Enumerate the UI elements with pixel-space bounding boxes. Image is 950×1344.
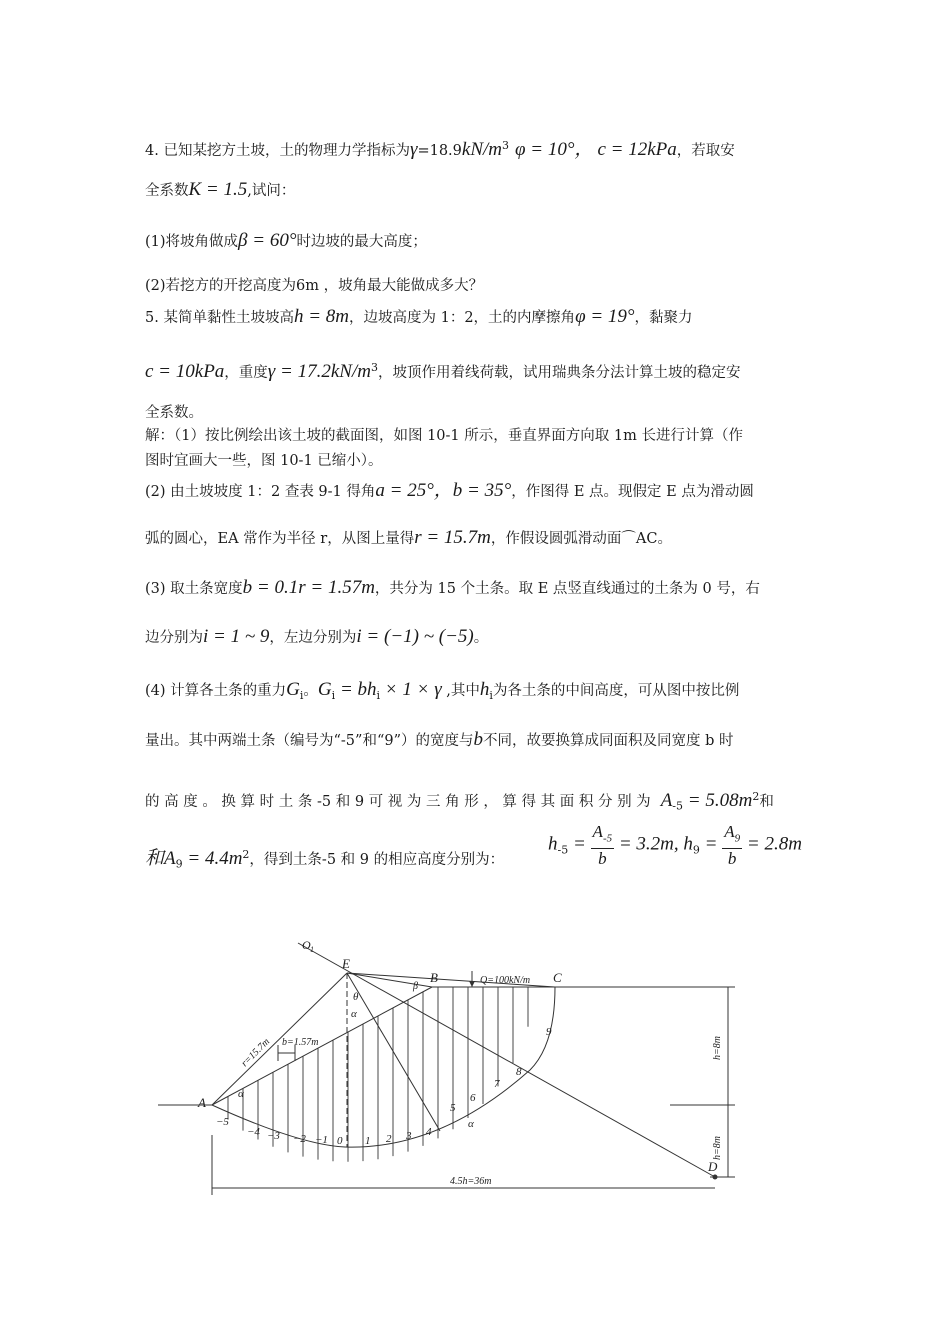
sol-4b xyxy=(145,730,734,751)
sol-2b xyxy=(145,528,672,549)
p5-line3 xyxy=(145,403,203,423)
eq-frac2-num-sub: 9 xyxy=(734,832,741,845)
sol-2a-angles: a = 25°，b = 35° xyxy=(375,480,512,501)
slope-line-AB xyxy=(212,987,432,1105)
eq-frac2-den: b xyxy=(727,849,737,869)
label-alpha: α xyxy=(238,1088,244,1100)
sol-4a-h: h xyxy=(479,679,490,700)
sol-4a-mid: 。 xyxy=(303,683,318,699)
point-D xyxy=(713,1175,718,1180)
sol-2a-pre: (2) 由土坡坡度 1：2 查表 9-1 得角 xyxy=(145,484,376,500)
eq-frac1-den: b xyxy=(598,849,607,869)
eq-frac1-num-sub: -5 xyxy=(602,832,613,845)
p5-text-6: 全系数。 xyxy=(145,405,203,421)
slice-label: −3 xyxy=(267,1130,280,1142)
sol-1a xyxy=(145,426,743,446)
p5-gamma: γ = 17.2kN/m xyxy=(267,360,371,382)
eq-eq2: = xyxy=(699,833,723,855)
slice-label: 6 xyxy=(470,1092,476,1104)
label-r: r=15.7m xyxy=(239,1036,273,1070)
sol-3a xyxy=(145,578,760,599)
sol-4b-b: b xyxy=(473,729,483,750)
sol-4c-post: 和 xyxy=(759,793,774,810)
sol-4d-A: A xyxy=(164,847,176,869)
sol-4a-G: G xyxy=(286,679,300,700)
sol-2b-r: r = 15.7m xyxy=(414,527,491,548)
line-EB xyxy=(347,973,432,987)
p4-text-4: ,试问： xyxy=(247,183,296,199)
label-A: A xyxy=(198,1095,206,1110)
sol-4d-A-sub: 9 xyxy=(175,857,183,871)
sol-2a-post: ，作图得 E 点。现假定 E 点为滑动圆 xyxy=(511,484,754,500)
p4-text-1: 4. 已知某挖方土坡，土的物理力学指标为 xyxy=(145,142,410,159)
sol-4c-pre: 的 高 度 。 换 算 时 土 条 -5 和 9 可 视 为 三 角 形 ， 算 得 其 面 积 分 别 为 xyxy=(145,793,651,810)
sol-3a-post: ，共分为 15 个土条。取 E 点竖直线通过的土条为 0 号，右 xyxy=(374,581,760,597)
load-arrowhead xyxy=(469,981,475,987)
eq-frac2-num: A xyxy=(724,822,735,841)
sol-4b-pre: 量出。其中两端土条（编号为“-5”和“9”）的宽度与 xyxy=(145,733,474,749)
p4-gamma-value: =18.9 xyxy=(417,142,462,159)
sol-4a-pre: (4) 计算各土条的重力 xyxy=(145,683,287,699)
eq-frac-1 xyxy=(591,822,615,869)
eq-frac-2 xyxy=(722,822,742,869)
p5-text-2: ，边坡高度为 1：2，土的内摩擦角 xyxy=(349,310,576,326)
sol-4d-A-val: = 4.4m xyxy=(182,847,243,869)
eq-val2: = 2.8m xyxy=(742,833,802,855)
sol-3a-b: b = 0.1r = 1.57m xyxy=(242,577,375,598)
p5-text-3: ，黏聚力 xyxy=(634,310,693,326)
p5-c: c = 10kPa xyxy=(145,360,225,382)
sol-3b-pre: 边分别为 xyxy=(145,630,203,646)
p4-q1-post: 时边坡的最大高度； xyxy=(296,234,427,250)
eq-frac1-num: A xyxy=(592,822,603,841)
sol-eq xyxy=(548,822,802,869)
slip-arc xyxy=(212,987,555,1147)
p4-K: K = 1.5 xyxy=(188,179,248,200)
label-theta: θ xyxy=(353,991,359,1003)
sol-4a-post-b: 为各土条的中间高度，可从图中按比例 xyxy=(492,683,740,699)
eq-eq1: = xyxy=(568,833,591,855)
p4-beta: β = 60° xyxy=(238,230,297,251)
radius-EA xyxy=(212,973,347,1105)
sol-4b-post: 不同，故要换算成同面积及同宽度 b 时 xyxy=(483,733,734,749)
p5-text-5: ，坡顶作用着线荷载，试用瑞典条分法计算土坡的稳定安 xyxy=(377,364,741,381)
slice-label: −5 xyxy=(216,1116,229,1128)
p4-phi: φ = 10°， xyxy=(515,138,594,160)
slice-label: 2 xyxy=(386,1133,392,1145)
sol-3b-i: i = 1 ~ 9 xyxy=(203,626,270,647)
sol-2b-post: ，作假设圆弧滑动面⌒AC。 xyxy=(490,531,672,547)
slice-label: −2 xyxy=(293,1133,306,1145)
slice-label: −1 xyxy=(315,1134,328,1146)
sol-3b-i2: i = (−1) ~ (−5) xyxy=(356,626,474,647)
p4-c: c = 12kPa xyxy=(597,138,677,160)
label-width: 4.5h=36m xyxy=(450,1176,492,1187)
sol-4c: 的 高 度 。 换 算 时 土 条 -5 和 9 可 视 为 三 角 形 ， 算 得 其 面 积 分 别 为 $A_{-5} = 5.08m^2$和 xyxy=(145,789,774,813)
slice-label: 8 xyxy=(516,1066,522,1078)
label-C: C xyxy=(553,970,562,985)
slope-figure xyxy=(150,935,760,1205)
label-h-bot: h=8m xyxy=(712,1136,723,1160)
slice-label: 3 xyxy=(406,1130,412,1142)
label-O1: O xyxy=(302,938,311,952)
slice-label: 9 xyxy=(546,1026,552,1038)
slice-label: 1 xyxy=(365,1135,371,1147)
sol-4c-A-sub: -5 xyxy=(672,799,684,813)
eq-h: h xyxy=(548,833,558,855)
label-beta: β xyxy=(413,981,418,992)
slice-label: −4 xyxy=(247,1126,260,1138)
label-O1-sub: 1 xyxy=(310,945,314,954)
sol-4c-A: A xyxy=(660,789,673,811)
sol-3b-post: 。 xyxy=(473,630,489,646)
sol-4c-A-val: = 5.08m xyxy=(683,789,753,811)
p4-text-3: 全系数 xyxy=(145,183,189,199)
sol-3b xyxy=(145,627,488,648)
label-Q: Q=100kN/m xyxy=(480,975,531,986)
eq-h-sub: -5 xyxy=(557,843,569,857)
slice-label: 7 xyxy=(494,1078,500,1090)
p4-text-2: ，若取安 xyxy=(676,142,735,159)
eq-h9-sub: 9 xyxy=(692,843,700,857)
p4-line1: 4. 已知某挖方土坡，土的物理力学指标为$\gamma=18.9kN/m^3$ φ = 10°， c = 12kPa，若取安 xyxy=(145,138,735,160)
label-b: b=1.57m xyxy=(282,1037,319,1048)
sol-3a-pre: (3) 取土条宽度 xyxy=(145,581,243,597)
p5-h: h = 8m xyxy=(293,306,349,327)
sol-4a-post-a: ,其中 xyxy=(441,683,480,699)
sol-4a: (4) 计算各土条的重力$G_i$。$G_i = bh_i \times 1 \times \gamma$ ,其中$h_i$为各土条的中间高度，可从图中按比例 xyxy=(145,679,740,702)
sol-4a-formula-tail: × 1 × γ xyxy=(380,679,442,700)
label-alpha-i: α xyxy=(468,1118,474,1130)
sol-4d-mid: ，得到土条-5 和 9 的相应高度分别为： xyxy=(249,851,505,868)
sol-1b-text: 图时宜画大一些，图 10-1 已缩小）。 xyxy=(145,453,383,469)
p4-q1-pre: (1)将坡角做成 xyxy=(145,234,239,250)
label-alpha-1: α xyxy=(351,1008,357,1020)
sol-4a-formula-bh: = bh xyxy=(335,679,377,700)
p5-text-1: 5. 某简单黏性土坡坡高 xyxy=(145,310,294,326)
sol-1b xyxy=(145,451,383,471)
p4-q2 xyxy=(145,276,483,296)
sol-4d: 和$A_9 = 4.4m^2$，得到土条-5 和 9 的相应高度分别为： xyxy=(145,847,505,871)
sol-4d-pre: 和 xyxy=(145,847,165,869)
sol-2a xyxy=(145,481,754,502)
p5-line1 xyxy=(145,307,693,328)
sol-4a-formula-G: G xyxy=(317,679,332,700)
sol-4a-G-sub: i xyxy=(299,688,304,702)
p5-text-4: ，重度 xyxy=(224,364,268,381)
p5-phi: φ = 19° xyxy=(575,306,635,327)
p5-line2: c = 10kPa，重度$\gamma = 17.2kN/m^3$，坡顶作用着线荷载，试用瑞典条分法计算土坡的稳定安 xyxy=(145,360,741,382)
label-h-top: h=8m xyxy=(712,1036,723,1060)
p4-q2-text: (2)若挖方的开挖高度为6m ，坡角最大能做成多大？ xyxy=(145,278,484,294)
p4-line2 xyxy=(145,180,295,201)
p4-gamma-symbol: γ xyxy=(409,138,418,160)
slice-label: 0 xyxy=(337,1135,343,1147)
p4-q1 xyxy=(145,231,427,252)
label-E: E xyxy=(342,956,350,971)
p4-gamma-unit: kN/m xyxy=(461,138,502,160)
label-B: B xyxy=(430,970,438,985)
sol-3b-mid: ，左边分别为 xyxy=(269,630,357,646)
slice-label: 4 xyxy=(426,1126,432,1138)
sol-2b-pre: 弧的圆心，EA 常作为半径 r，从图上量得 xyxy=(145,531,415,547)
eq-val1: = 3.2m, h xyxy=(614,833,693,855)
slice-label: 5 xyxy=(450,1102,456,1114)
label-D: D xyxy=(708,1159,718,1174)
sol-1a-text: 解：（1）按比例绘出该土坡的截面图，如图 10-1 所示，垂直界面方向取 1m 长进行计算（作 xyxy=(145,428,743,444)
